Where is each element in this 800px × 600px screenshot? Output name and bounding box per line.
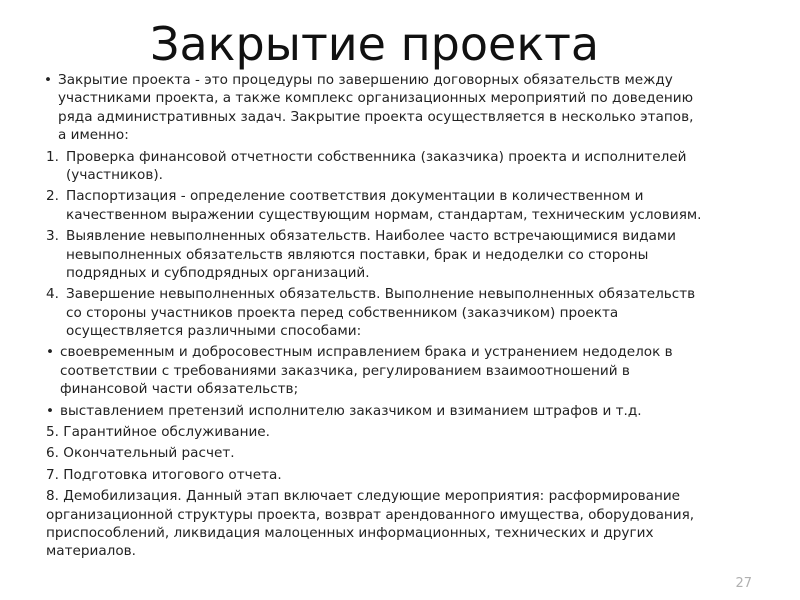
text-line: Закрытие проекта - это процедуры по завершению договорных обязательств между <box>58 72 673 88</box>
list-item <box>46 227 798 282</box>
text-line: соответствии с требованиями заказчика, регулированием взаимоотношений в <box>60 362 630 379</box>
bullet-marker: • <box>46 402 55 419</box>
text-line: а именно: <box>58 127 129 144</box>
text-line: организационной структуры проекта, возврат арендованного имущества, оборудования, <box>46 506 695 523</box>
text-line: ряда административных задач. Закрытие проекта осуществляется в несколько этапов, <box>58 108 694 125</box>
text-line: материалов. <box>46 543 136 560</box>
list-item <box>46 285 798 340</box>
item-number: 1. <box>46 148 59 165</box>
text-line: Завершение невыполненных обязательств. Выполнение невыполненных обязательств <box>66 286 696 303</box>
text-line: 7. Подготовка итогового отчета. <box>46 466 282 483</box>
list-item <box>46 148 798 185</box>
list-item <box>46 444 798 462</box>
bullet-marker: • <box>46 344 55 361</box>
list-item <box>46 487 798 561</box>
text-line: 5. Гарантийное обслуживание. <box>46 424 270 441</box>
text-line: невыполненных обязательств являются поставки, брак и недоделки со стороны <box>66 246 649 263</box>
text-line: участниками проекта, а также комплекс организационных мероприятий по доведению <box>58 90 694 107</box>
bullet-marker: • <box>44 72 53 88</box>
text-line: 6. Окончательный расчет. <box>46 445 235 462</box>
text-line: подрядных и субподрядных организаций. <box>66 264 370 281</box>
slide-title: Закрытие проекта <box>150 17 600 71</box>
text-line: 8. Демобилизация. Данный этап включает следующие мероприятия: расформирование <box>46 488 681 505</box>
slide-content <box>46 71 798 561</box>
text-line: качественном выражении существующим нормам, стандартам, техническим условиям. <box>66 206 702 223</box>
sub-bullet <box>46 402 798 420</box>
list-item <box>46 423 798 441</box>
list-item <box>46 187 798 224</box>
item-number: 3. <box>46 228 59 245</box>
sub-bullet <box>46 343 798 398</box>
list-item <box>46 466 798 484</box>
text-line: приспособлений, ликвидация малоценных информационных, технических и других <box>46 524 654 541</box>
text-line: своевременным и добросовестным исправлением брака и устранением недоделок в <box>60 344 673 361</box>
text-line: (участников). <box>66 166 163 183</box>
text-line: выставлением претензий исполнителю заказчиком и взиманием штрафов и т.д. <box>60 402 642 419</box>
item-number: 4. <box>46 286 59 303</box>
text-line: Выявление невыполненных обязательств. Наиболее часто встречающимися видами <box>66 228 676 245</box>
text-line: со стороны участников проекта перед собственником (заказчиком) проекта <box>66 304 619 321</box>
text-line: Проверка финансовой отчетности собственника (заказчика) проекта и исполнителей <box>66 148 687 165</box>
intro-paragraph <box>46 71 798 145</box>
text-line: осуществляется различными способами: <box>66 323 362 340</box>
text-line: финансовой части обязательств; <box>60 381 299 398</box>
text-line: Паспортизация - определение соответствия документации в количественном и <box>66 188 644 205</box>
item-number: 2. <box>46 188 59 205</box>
page-number: 27 <box>735 576 752 591</box>
